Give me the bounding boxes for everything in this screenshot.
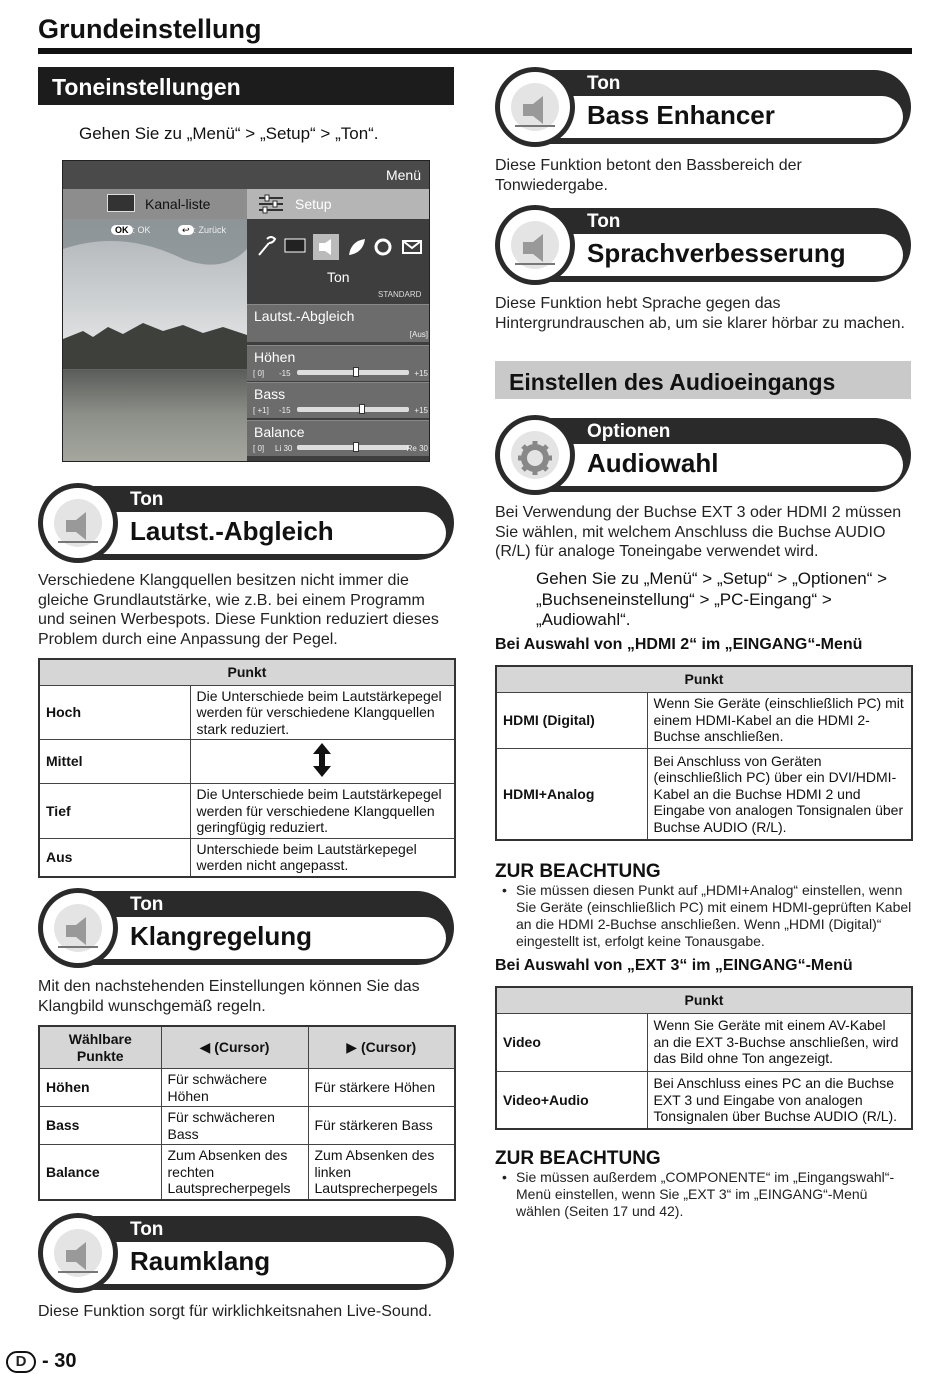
tv-row-lautst: Lautst.-Abgleich [Aus] [247,304,430,342]
table-cell: Balance [39,1145,161,1200]
tv-row-bass: Bass [ +1] -15 +15 [247,382,430,418]
tv-tab-setup: Setup [295,196,332,212]
pill-sprachverbesserung: Ton Sprachverbesserung [495,208,911,282]
table-header: Punkt [496,987,912,1013]
double-arrow-icon [312,743,332,777]
table-header: Wählbare Punkte [39,1026,161,1069]
tv-menu-label: Menü [385,167,421,183]
speaker-icon [52,500,104,552]
table-cell: Hoch [39,685,190,740]
speaker-icon [509,222,561,274]
para-bass-enhancer: Diese Funktion betont den Bassbereich der Tonwiedergabe. [495,157,802,194]
slider-hoehen [297,370,409,375]
nav-hint-audiowahl: Gehen Sie zu „Menü“ > „Setup“ > „Optionen“ > „Buchseneinstellung“ > „PC-Eingang“ > „Audiowahl“. [536,569,888,629]
page-title: Grundeinstellung [38,14,262,44]
tv-channel-icon [107,194,135,212]
table-cell: Video [496,1013,647,1071]
table-cell: Bei Anschluss von Geräten (einschließlich PC) über ein DVI/HDMI-Kabel an die Buchse HDMI 2 und Eingabe von analogen Tonsignalen über Buchse AUDIO (R/L). [647,748,912,840]
table-cell: Zum Absenken des rechten Lautsprecherpegels [161,1145,308,1200]
tv-row-balance: Balance [ 0] Li 30 Re 30 [247,420,430,456]
para-lautst: Verschiedene Klangquellen besitzen nicht immer die gleiche Grundlautstärke, wie z.B. bei einem Programm und seinen Werbespots. Diese Funktion reduziert dieses Problem durch eine Anpassung der Pegel. [38,572,439,648]
note-item-1: • Sie müssen diesen Punkt auf „HDMI+Analog“ einstellen, wenn Sie Geräte (einschließlich PC) mit einem HDMI-geprüften Kabel an die HDMI 2-Buchse anschließen. Wenn „HDMI (Digital)“ eingestellt ist, erfolgt keine Tonausgabe. [516,882,912,950]
table-cell: Für schwächere Höhen [161,1069,308,1107]
tv-menu-screenshot [62,160,430,462]
table-cell [190,740,455,784]
para-klangregelung: Mit den nachstehenden Einstellungen können Sie das Klangbild wunschgemäß regeln. [38,978,420,1015]
table-cell: Tief [39,784,190,839]
section-title-toneinstellungen: Toneinstellungen [38,67,454,105]
pill-bass-enhancer: Ton Bass Enhancer [495,70,911,144]
table-header: ▶ (Cursor) [308,1026,455,1069]
ok-hint: OK : OK [111,225,151,235]
table-cell: Unterschiede beim Lautstärkepegel werden nicht angepasst. [190,838,455,877]
table-cell: Höhen [39,1069,161,1107]
table-header: Punkt [39,659,455,685]
landscape-photo [63,219,247,462]
table-cell: Wenn Sie Geräte mit einem AV-Kabel an die EXT 3-Buchse anschließen, wird das Bild ohne Ton angezeigt. [647,1013,912,1071]
table-header: Punkt [496,666,912,692]
table-cell: Für schwächeren Bass [161,1107,308,1145]
para-raumklang: Diese Funktion sorgt für wirklichkeitsnahen Live-Sound. [38,1303,432,1320]
pill-raumklang: Ton Raumklang [38,1216,454,1290]
title-rule [38,48,912,54]
slider-balance [297,445,409,450]
tv-standard: STANDARD [378,290,422,299]
table-header: ◀ (Cursor) [161,1026,308,1069]
table-cell: Mittel [39,740,190,784]
tv-tab-kanalliste: Kanal-liste [145,196,211,212]
table-cell: HDMI (Digital) [496,692,647,748]
pill-klangregelung: Ton Klangregelung [38,891,454,965]
pill-audiowahl: Optionen Audiowahl [495,418,911,492]
table-hdmi2 [495,665,913,841]
speaker-icon [52,1230,104,1282]
nav-hint-ton: Gehen Sie zu „Menü“ > „Setup“ > „Ton“. [79,124,379,143]
table-cell: Die Unterschiede beim Lautstärkepegel werden für verschiedene Klangquellen stark reduziert. [190,685,455,740]
footer-language-badge: D [6,1351,36,1373]
tv-row-hoehen: Höhen [ 0] -15 +15 [247,345,430,381]
table-cell: Bei Anschluss eines PC an die Buchse EXT 3 und Eingabe von analogen Tonsignalen über Buchse AUDIO (R/L). [647,1071,912,1129]
slider-bass [297,407,409,412]
table-cell: Aus [39,838,190,877]
table-cell: Bass [39,1107,161,1145]
table-cell: Zum Absenken des linken Lautsprecherpegels [308,1145,455,1200]
note-head-2: ZUR BEACHTUNG [495,1148,661,1169]
subhead-hdmi2: Bei Auswahl von „HDMI 2“ im „EINGANG“-Menü [495,636,863,653]
tv-icon-row [255,233,427,261]
para-sprachverbesserung: Diese Funktion hebt Sprache gegen das Hintergrundrauschen ab, um sie klarer hörbar zu machen. [495,295,905,332]
footer-page-number: - 30 [42,1350,77,1372]
table-lautst [38,658,456,878]
table-cell: Wenn Sie Geräte (einschließlich PC) mit einem HDMI-Kabel an die HDMI 2-Buchse anschließen. [647,692,912,748]
speaker-icon [52,905,104,957]
note-item-2: • Sie müssen außerdem „COMPONENTE“ im „Eingangswahl“-Menü einstellen, wenn Sie „EXT 3“ im „EINGANG“-Menü wählen (Seiten 17 und 42). [516,1169,912,1220]
table-cell: Für stärkeren Bass [308,1107,455,1145]
pill-lautst-abgleich: Ton Lautst.-Abgleich [38,486,454,560]
note-head-1: ZUR BEACHTUNG [495,861,661,882]
table-cell: HDMI+Analog [496,748,647,840]
gear-icon [509,432,561,484]
table-klangregelung [38,1025,456,1201]
speaker-icon [509,84,561,136]
table-cell: Video+Audio [496,1071,647,1129]
tv-current-ton: Ton [327,269,350,285]
back-hint: ↩ : Zurück [178,225,226,236]
subhead-ext3: Bei Auswahl von „EXT 3“ im „EINGANG“-Menü [495,957,853,974]
para-audiowahl: Bei Verwendung der Buchse EXT 3 oder HDMI 2 müssen Sie wählen, mit welchem Anschluss die Buchse AUDIO (R/L) für analoge Toneingabe verwendet wird. [495,504,902,560]
table-cell: Die Unterschiede beim Lautstärkepegel werden für verschiedene Klangquellen geringfügig reduziert. [190,784,455,839]
section-title-audioeingang: Einstellen des Audioeingangs [495,361,911,399]
table-ext3 [495,986,913,1130]
setup-sliders-icon [257,194,285,214]
table-cell: Für stärkere Höhen [308,1069,455,1107]
